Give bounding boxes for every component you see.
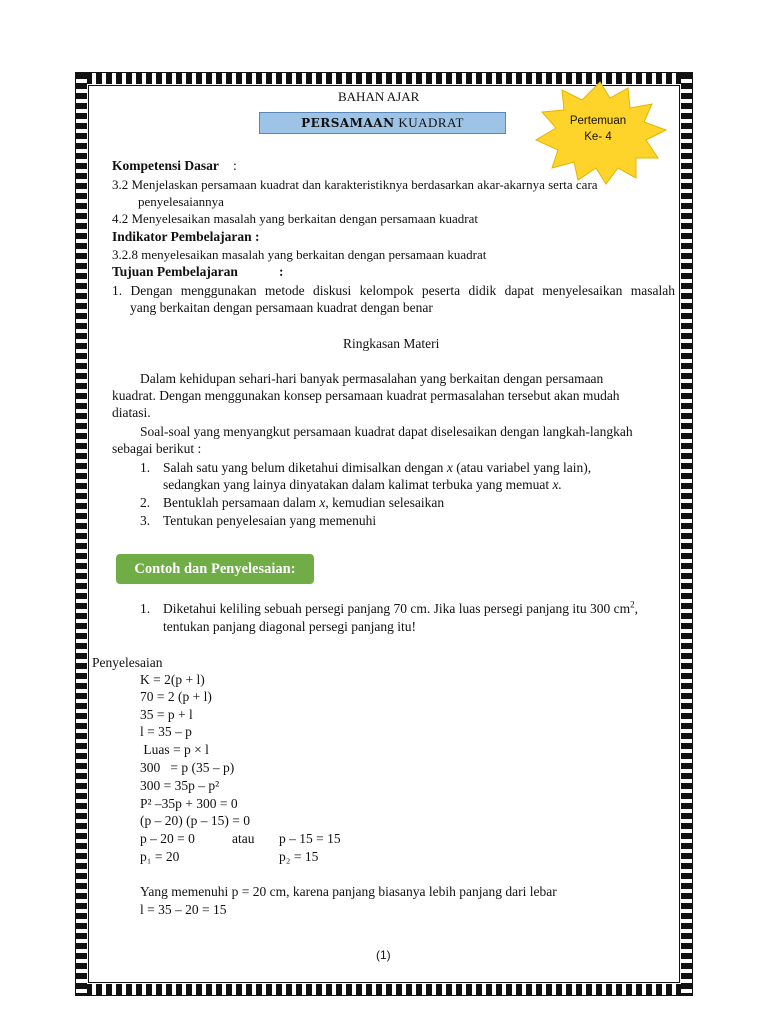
- page-border-right: [681, 73, 692, 995]
- solution-p2: p₂ = 15: [279, 849, 319, 864]
- step2-number: 2.: [140, 495, 151, 510]
- step1-number: 1.: [140, 460, 151, 475]
- tujuan-heading: Tujuan Pembelajaran: [112, 264, 238, 279]
- page-border-left: [76, 73, 87, 995]
- tujuan-item1-line1: 1. Dengan menggunakan metode diskusi kelompok peserta didik dapat menyelesaikan masalah: [112, 283, 675, 298]
- kompetensi-heading: [112, 157, 219, 174]
- step1-line1-b: (atau variabel yang lain),: [452, 460, 592, 475]
- ringkasan-p1-line2: kuadrat. Dengan menggunakan konsep persamaan kuadrat permasalahan tersebut akan mudah: [112, 388, 620, 403]
- solution-line-8: P² –35p + 300 = 0: [140, 796, 238, 811]
- solution-line10-left: p – 20 = 0: [140, 831, 195, 846]
- title-bold: PERSAMAAN: [301, 116, 395, 130]
- page-number: (1): [376, 948, 391, 962]
- solution-line-2: 70 = 2 (p + l): [140, 689, 212, 704]
- solution-line-3: 35 = p + l: [140, 707, 193, 722]
- step1-line2-x: x.: [552, 477, 562, 492]
- ringkasan-p2-line2: sebagai berikut :: [112, 441, 202, 456]
- page-border-bottom: [76, 984, 692, 995]
- solution-line-6: 300 = p (35 – p): [140, 760, 235, 775]
- question-number: 1.: [140, 601, 151, 616]
- contoh-button[interactable]: Contoh dan Penyelesaian:: [116, 554, 314, 584]
- question-line1-sup: 2: [630, 599, 635, 610]
- indikator-item1: 3.2.8 menyelesaikan masalah yang berkaitan dengan persamaan kuadrat: [112, 247, 487, 262]
- solution-line10-mid: atau: [232, 831, 255, 846]
- badge-line1: Pertemuan: [569, 115, 627, 127]
- tujuan-item1-line2: yang berkaitan dengan persamaan kuadrat dengan benar: [130, 300, 433, 315]
- title-box: [259, 112, 506, 134]
- solution-line-7: 300 = 35p – p²: [140, 778, 220, 793]
- solution-line-4: l = 35 – p: [140, 724, 192, 739]
- doc-label: BAHAN AJAR: [338, 89, 420, 104]
- solution-line10-right: p – 15 = 15: [279, 831, 341, 846]
- solution-p1: p₁ = 20: [140, 849, 180, 864]
- ringkasan-heading: Ringkasan Materi: [343, 336, 440, 351]
- indikator-heading: Indikator Pembelajaran :: [112, 229, 260, 244]
- ringkasan-p2-line1: Soal-soal yang menyangkut persamaan kuadrat dapat diselesaikan dengan langkah-langkah: [140, 424, 633, 439]
- ringkasan-p1-line3: diatasi.: [112, 405, 151, 420]
- step2-text: [163, 494, 444, 511]
- tujuan-colon: :: [279, 264, 284, 279]
- solution-line-5: Luas = p × l: [140, 742, 209, 757]
- step2-a: Bentuklah persamaan dalam: [163, 495, 320, 510]
- badge-line2: Ke- 4: [584, 131, 612, 143]
- kompetensi-heading-text: Kompetensi Dasar: [112, 158, 219, 173]
- step3-text: Tentukan penyelesaian yang memenuhi: [163, 513, 377, 528]
- step2-b: , kemudian selesaikan: [325, 495, 445, 510]
- solution-final: l = 35 – 20 = 15: [140, 902, 227, 917]
- solution-line-1: K = 2(p + l): [140, 672, 205, 687]
- step1-line2: [163, 476, 562, 493]
- step1-line1-a: Salah satu yang belum diketahui dimisalkan dengan: [163, 460, 447, 475]
- step1-line1-x: x: [446, 460, 453, 475]
- question-line1-a: Diketahui keliling sebuah persegi panjang 70 cm. Jika luas persegi panjang itu 300 cm: [163, 601, 631, 616]
- kompetensi-item1-line2: penyelesaiannya: [138, 194, 224, 209]
- kompetensi-item1-line1: 3.2 Menjelaskan persamaan kuadrat dan karakteristiknya berdasarkan akar-akarnya serta cara: [112, 177, 598, 192]
- solution-line-9: (p – 20) (p – 15) = 0: [140, 813, 250, 828]
- step2-x: x: [319, 495, 326, 510]
- step3-number: 3.: [140, 513, 151, 528]
- solution-heading: Penyelesaian: [92, 655, 163, 670]
- title-rest: KUADRAT: [394, 115, 464, 130]
- badge-text: [555, 113, 641, 145]
- question-line1-b: ,: [634, 601, 639, 616]
- ringkasan-p1-line1: Dalam kehidupan sehari-hari banyak permasalahan yang berkaitan dengan persamaan: [140, 371, 604, 386]
- kompetensi-colon: :: [233, 158, 237, 173]
- solution-conclusion: Yang memenuhi p = 20 cm, karena panjang biasanya lebih panjang dari lebar: [140, 884, 557, 899]
- kompetensi-item2: 4.2 Menyelesaikan masalah yang berkaitan dengan persamaan kuadrat: [112, 211, 479, 226]
- question-line1: [163, 600, 638, 617]
- question-line2: tentukan panjang diagonal persegi panjang itu!: [163, 619, 417, 634]
- step1-line1: [163, 459, 591, 476]
- step1-line2-a: sedangkan yang lainya dinyatakan dalam kalimat terbuka yang memuat: [163, 477, 553, 492]
